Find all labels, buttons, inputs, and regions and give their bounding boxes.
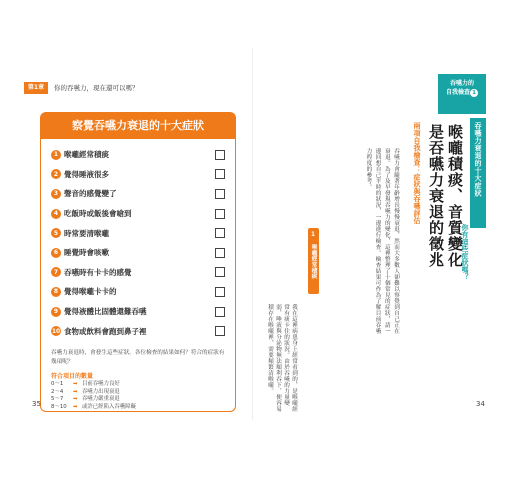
checklist-item[interactable] — [51, 243, 225, 263]
side-band-text: 吞嚥力衰退的十大症狀 — [474, 122, 482, 197]
checklist-item[interactable] — [51, 263, 225, 283]
item-number: 2 — [51, 169, 61, 179]
score-range: 8～10 — [51, 403, 67, 410]
score-range: 2～4 — [51, 388, 64, 395]
tag-line-2: 自我檢查 — [445, 89, 470, 96]
question-body: 我在這裡病患身上經常看到的，是喉嚨經常有痰卡住的狀況。由於吞嚥的力量變弱，唾液與分泌物無法順利吞下，便容易積存在喉嚨裡，需要頻繁清喉嚨。 — [267, 304, 297, 412]
checklist-item[interactable] — [51, 145, 225, 165]
item-text: 喉嚨經常積痰 — [64, 150, 109, 160]
checklist — [41, 139, 235, 341]
checkbox[interactable] — [215, 287, 225, 297]
book-gutter — [252, 48, 253, 420]
checkbox[interactable] — [215, 209, 225, 219]
tag-number: 1 — [470, 89, 478, 97]
item-text: 睡覺時會咳嗽 — [64, 248, 109, 258]
main-title-line-2: 是吞嚥力衰退的徵兆 — [427, 124, 445, 268]
item-number: 7 — [51, 267, 61, 277]
item-text: 吃飯時或飯後會嗆到 — [64, 209, 132, 219]
question-heading: 你有這些症狀嗎？ — [461, 224, 469, 280]
arrow-icon: ➡ — [73, 403, 78, 410]
item-text: 覺得睡液很多 — [64, 169, 109, 179]
sub-heading: 兩項自我檢查：症狀與吞嚥評估 — [413, 122, 421, 225]
page-number: 35 — [32, 400, 41, 408]
left-page — [24, 48, 254, 420]
item-text: 覺得喉嚨卡卡的 — [64, 287, 117, 297]
item-text: 食物或飲料會跑到鼻子裡 — [64, 326, 147, 336]
item-number: 8 — [51, 287, 61, 297]
score-row — [51, 396, 136, 404]
checkbox[interactable] — [215, 150, 225, 160]
score-desc: 吞嚥力出現衰退 — [82, 388, 120, 395]
tag-line-1: 吞嚥力的 — [449, 80, 474, 87]
item-number: 9 — [51, 307, 61, 317]
chapter-title: 你的吞嚥力，現在還可以嗎？ — [54, 84, 139, 92]
item-number: 6 — [51, 248, 61, 258]
score-range: 0～1 — [51, 381, 64, 387]
right-page — [262, 48, 492, 420]
checklist-item[interactable] — [51, 321, 225, 341]
body-text: 吞嚥力會隨著年齡增長慢慢衰退，然而大多數人卻難以察覺到自己正在衰退。為了及早發現吞嚥力的變化，這裡整理了十個常見的症狀，請一邊回想自己平時的狀況，一邊進行檢查。檢查結果可作為了解目前吞嚥力程度的參考。 — [365, 148, 399, 334]
checkbox[interactable] — [215, 248, 225, 258]
score-row — [51, 404, 136, 412]
checkbox[interactable] — [215, 326, 225, 336]
arrow-icon: ➡ — [73, 396, 78, 402]
checkbox[interactable] — [215, 189, 225, 199]
checklist-item[interactable] — [51, 223, 225, 243]
item-text: 時常要清喉嚨 — [64, 228, 109, 238]
item-number: 10 — [51, 327, 61, 335]
score-range: 5～7 — [51, 396, 64, 402]
item-number: 5 — [51, 228, 61, 238]
checklist-item[interactable] — [51, 302, 225, 322]
chapter-badge: 第1章 — [24, 82, 48, 94]
page-number: 34 — [476, 400, 485, 408]
arrow-icon: ➡ — [73, 388, 78, 395]
question-band-text: 1 喉嚨經常積痰 — [310, 232, 316, 279]
score-desc: 吞嚥力嚴重衰退 — [82, 396, 120, 402]
score-row — [51, 389, 136, 397]
self-check-tag — [438, 74, 486, 114]
panel-title: 察覺吞嚥力衰退的十大症狀 — [41, 113, 235, 139]
item-number: 3 — [51, 189, 61, 199]
score-row — [51, 381, 136, 389]
item-text: 吞嚥時有卡卡的感覺 — [64, 267, 132, 277]
checklist-item[interactable] — [51, 282, 225, 302]
checkbox[interactable] — [215, 267, 225, 277]
item-text: 覺得液體比固體還難吞嚥 — [64, 307, 147, 317]
item-text: 聲音的感覺變了 — [64, 189, 117, 199]
checkbox[interactable] — [215, 169, 225, 179]
checklist-item[interactable] — [51, 165, 225, 185]
item-number: 1 — [51, 150, 61, 160]
score-desc: 目前吞嚥力良好 — [82, 381, 120, 387]
checklist-item[interactable] — [51, 204, 225, 224]
main-title-line-1: 喉嚨積痰、音質變化 — [446, 124, 464, 268]
checkbox[interactable] — [215, 228, 225, 238]
symptom-checklist-panel — [40, 112, 236, 412]
score-table — [51, 381, 136, 411]
item-number: 4 — [51, 209, 61, 219]
checklist-item[interactable] — [51, 184, 225, 204]
check-hint: 吞嚥力衰退時，會發生這些症狀。各位檢查的結果如何？符合的症狀有幾項呢？ — [51, 350, 225, 365]
score-title: 符合項目的數量 — [51, 373, 94, 380]
arrow-icon: ➡ — [73, 381, 78, 387]
checkbox[interactable] — [215, 307, 225, 317]
score-desc: 或許已經陷入吞嚥障礙 — [82, 403, 136, 410]
